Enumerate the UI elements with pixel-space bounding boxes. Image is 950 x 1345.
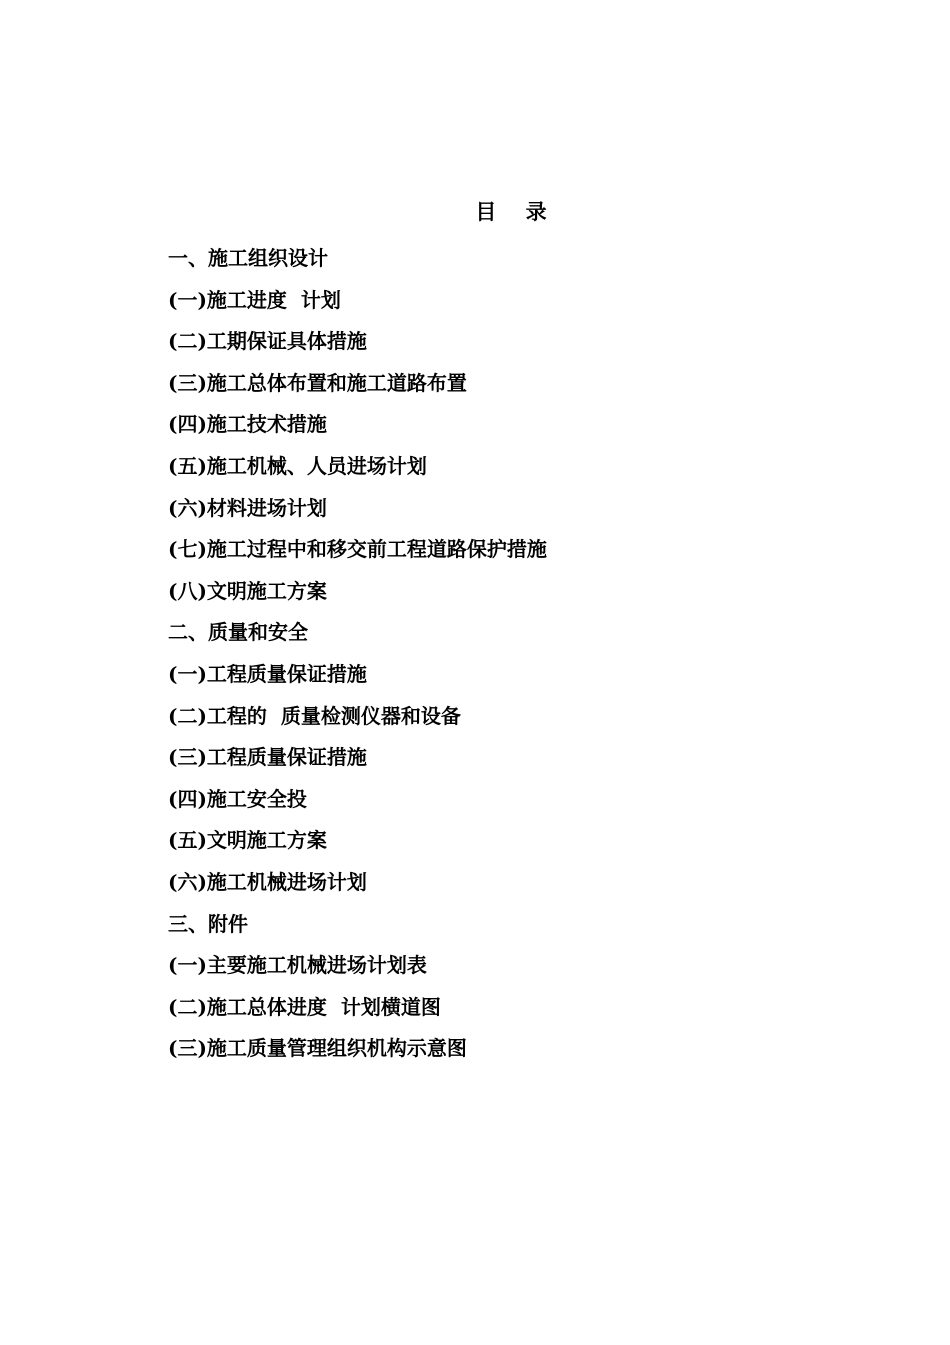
toc-item: (七)施工过程中和移交前工程道路保护措施 — [168, 537, 547, 562]
toc-item: (八)文明施工方案 — [168, 578, 327, 603]
table-of-contents — [168, 238, 547, 1070]
toc-item: (六)材料进场计划 — [168, 495, 327, 520]
toc-item: (二)工程的 质量检测仪器和设备 — [168, 703, 461, 728]
toc-item: 二、质量和安全 — [168, 620, 308, 645]
toc-item: 一、施工组织设计 — [168, 246, 328, 270]
toc-item: 三、附件 — [168, 911, 248, 936]
toc-item: (三)施工总体布置和施工道路布置 — [168, 370, 467, 395]
toc-item: (四)施工技术措施 — [168, 412, 327, 437]
toc-item: (四)施工安全投 — [168, 786, 307, 811]
toc-item: (六)施工机械进场计划 — [168, 869, 367, 894]
toc-item: (五)文明施工方案 — [168, 828, 327, 853]
toc-item: (一)主要施工机械进场计划表 — [168, 953, 427, 978]
toc-item: (三)工程质量保证措施 — [168, 745, 367, 770]
toc-item: (二)施工总体进度 计划横道图 — [168, 994, 441, 1019]
toc-item: (二)工期保证具体措施 — [168, 329, 367, 354]
page-title: 目 录 — [475, 199, 547, 224]
toc-item: (一)施工进度 计划 — [168, 287, 341, 312]
toc-item: (一)工程质量保证措施 — [168, 661, 367, 686]
toc-item: (五)施工机械、人员进场计划 — [168, 453, 427, 478]
toc-item: (三)施工质量管理组织机构示意图 — [168, 1036, 467, 1061]
